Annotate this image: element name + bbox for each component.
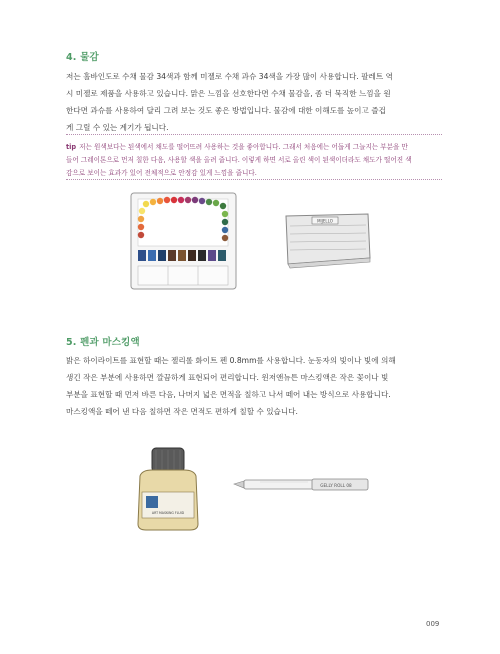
white-gel-pen-illustration <box>232 474 376 496</box>
section-4-heading: 4. 물감 <box>66 52 99 63</box>
tip-line: 들어 그레이톤으로 먼저 칠한 다음, 사용할 색을 올려 줍니다. 이렇게 하면 서로 올린 색이 된색이더라도 채도가 떨어진 색 <box>66 156 412 164</box>
paint-pans <box>138 250 226 261</box>
paragraph-line: 저는 홀바인도로 수채 물감 34색과 함께 미젤로 수채 과슈 34색을 가장 많이 사용합니다. 팔레트 역 <box>66 72 393 81</box>
watercolor-palette-illustration <box>128 190 240 294</box>
paragraph-line: 시 미젤로 제품을 사용하고 있습니다. 맑은 느낌을 선호한다면 수채 물감을, 좀 더 묵직한 느낌을 원 <box>66 89 391 98</box>
tip-label: tip <box>66 143 77 151</box>
tip-line: 감으로 보이는 효과가 있어 전체적으로 안정감 있게 느낌을 줍니다. <box>66 169 257 177</box>
bottle-label: ART MASKING FLUID <box>151 511 185 515</box>
paragraph-line: 게 그릴 수 있는 계기가 됩니다. <box>66 123 169 132</box>
section-5-heading: 5. 펜과 마스킹액 <box>66 337 140 348</box>
pen-label: GELLY ROLL 08 <box>320 483 352 488</box>
paragraph-line: 밝은 하이라이트를 표현할 때는 젤리롤 화이트 펜 0.8mm를 사용합니다. 눈동자의 빛이나 빛에 의해 <box>66 356 396 365</box>
tip-box <box>66 134 442 180</box>
paragraph-line: 부분을 표현할 때 먼저 바른 다음, 나머지 넓은 면적을 칠하고 나서 떼어 내는 방식으로 사용합니다. <box>66 390 391 399</box>
page-number: 009 <box>426 620 440 628</box>
tip-text: 저는 원색보다는 된색에서 채도를 떨어뜨려 사용하는 것을 좋아합니다. 그래서 처음에는 어둡게 그늘지는 부분을 만 <box>79 143 408 151</box>
palette-case-illustration <box>282 208 372 272</box>
paragraph-line: 한다면 과슈를 사용하여 달리 그려 보는 것도 좋은 방법입니다. 물감에 대한 이해도를 높이고 즐겁 <box>66 106 386 115</box>
masking-fluid-bottle-illustration <box>132 446 204 532</box>
palette-case-label: MIJELLO <box>317 218 333 224</box>
paragraph-line: 생긴 작은 부분에 사용하면 깔끔하게 표현되어 편리합니다. 윈저앤뉴튼 마스킹액은 작은 꽃이나 빛 <box>66 373 389 382</box>
paragraph-line: 마스킹액을 떼어 낸 다음 칠하면 작은 면적도 편하게 칠할 수 있습니다. <box>66 407 298 416</box>
